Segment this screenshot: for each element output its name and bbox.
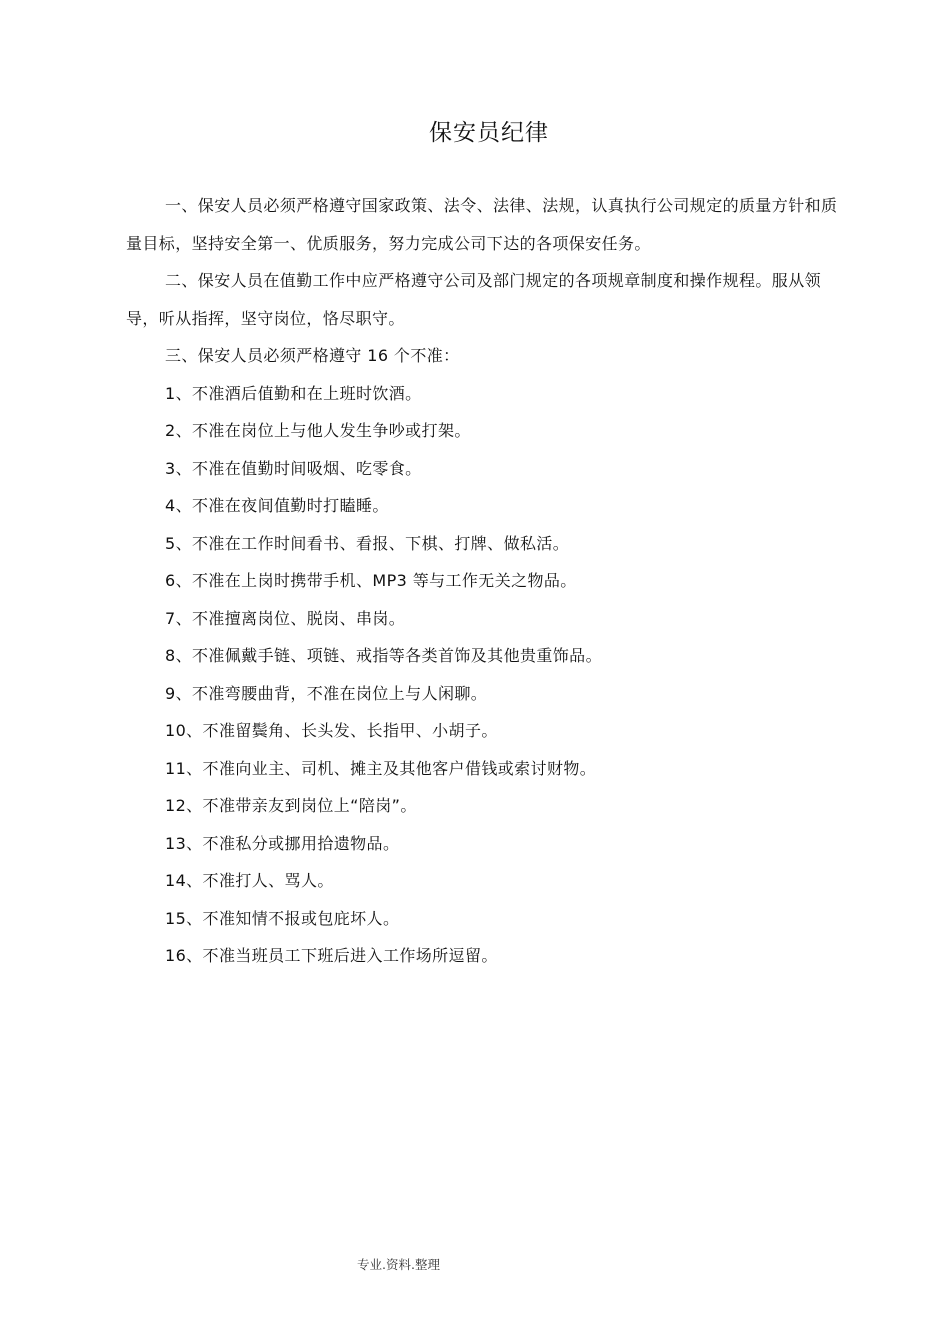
- list-item: 5、不准在工作时间看书、看报、下棋、打牌、做私活。: [165, 533, 570, 553]
- list-item: 13、不准私分或挪用拾遗物品。: [165, 833, 400, 853]
- list-item: 10、不准留鬓角、长头发、长指甲、小胡子。: [165, 721, 498, 740]
- paragraph-2: 二、保安人员在值勤工作中应严格遵守公司及部门规定的各项规章制度和操作规程。服从领导，听从指挥，坚守岗位，恪尽职守。: [126, 271, 822, 328]
- list-item: 14、不准打人、骂人。: [165, 871, 334, 890]
- list-item: 11、不准向业主、司机、摊主及其他客户借钱或索讨财物。: [165, 758, 597, 778]
- list-item: 15、不准知情不报或包庇坏人。: [165, 908, 400, 928]
- list-item: 12、不准带亲友到岗位上“陪岗”。: [165, 796, 417, 815]
- list-item: 6、不准在上岗时携带手机、MP3 等与工作无关之物品。: [165, 571, 577, 590]
- list-item: 4、不准在夜间值勤时打瞌睡。: [165, 496, 389, 515]
- list-item: 7、不准擅离岗位、脱岗、串岗。: [165, 608, 406, 628]
- document-title: 保安员纪律: [429, 120, 549, 146]
- list-item: 8、不准佩戴手链、项链、戒指等各类首饰及其他贵重饰品。: [165, 646, 602, 665]
- document-body: [126, 187, 842, 975]
- paragraph-3: 三、保安人员必须严格遵守 16 个不准：: [165, 346, 460, 365]
- list-item: 3、不准在值勤时间吸烟、吃零食。: [165, 458, 422, 478]
- rules-list: [126, 375, 842, 975]
- list-item: 1、不准酒后值勤和在上班时饮酒。: [165, 383, 422, 403]
- list-item: 16、不准当班员工下班后进入工作场所逗留。: [165, 946, 498, 965]
- list-item: 2、不准在岗位上与他人发生争吵或打架。: [165, 421, 471, 440]
- page-footer: 专业.资料.整理: [357, 1257, 440, 1272]
- list-item: 9、不准弯腰曲背，不准在岗位上与人闲聊。: [165, 683, 488, 703]
- paragraph-1: 一、保安人员必须严格遵守国家政策、法令、法律、法规，认真执行公司规定的质量方针和质量目标，坚持安全第一、优质服务，努力完成公司下达的各项保安任务。: [126, 196, 838, 253]
